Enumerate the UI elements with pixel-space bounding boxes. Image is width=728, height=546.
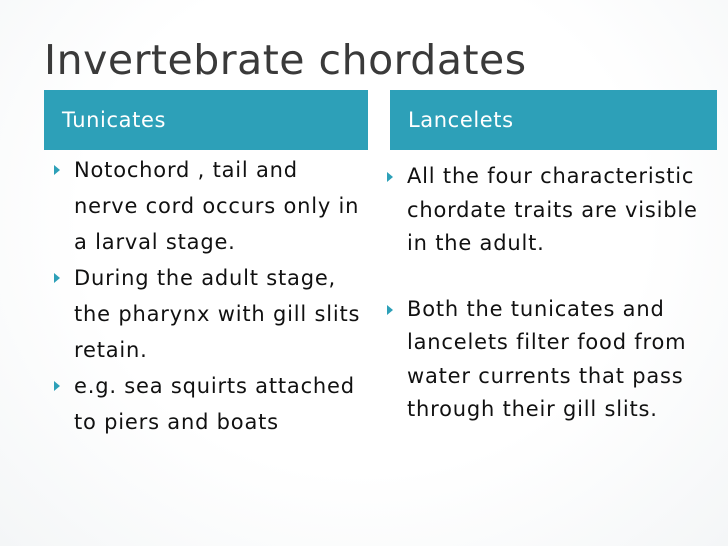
bullet-text: All the four characteristic chordate traits are visible in the adult. — [407, 164, 698, 255]
triangle-right-icon — [54, 165, 60, 175]
triangle-right-icon — [387, 305, 393, 315]
slide-title: Invertebrate chordates — [44, 36, 527, 84]
bullet-text: Notochord , tail and nerve cord occurs only in a larval stage. — [74, 158, 360, 254]
list-item — [382, 160, 717, 261]
triangle-right-icon — [54, 273, 60, 283]
spacer — [382, 261, 717, 293]
list-item — [44, 152, 364, 260]
tunicates-column — [44, 152, 364, 440]
list-item — [382, 293, 717, 427]
triangle-right-icon — [54, 381, 60, 391]
column-header-tunicates: Tunicates — [44, 90, 368, 150]
column-header-lancelets: Lancelets — [390, 90, 717, 150]
bullet-text: Both the tunicates and lancelets filter food from water currents that pass through their gill slits. — [407, 296, 687, 421]
list-item — [44, 260, 364, 368]
triangle-right-icon — [387, 172, 393, 182]
lancelets-column — [382, 160, 717, 427]
list-item — [44, 368, 364, 440]
bullet-text: During the adult stage, the pharynx with gill slits retain. — [74, 266, 361, 362]
bullet-text: e.g. sea squirts attached to piers and boats — [74, 374, 355, 434]
